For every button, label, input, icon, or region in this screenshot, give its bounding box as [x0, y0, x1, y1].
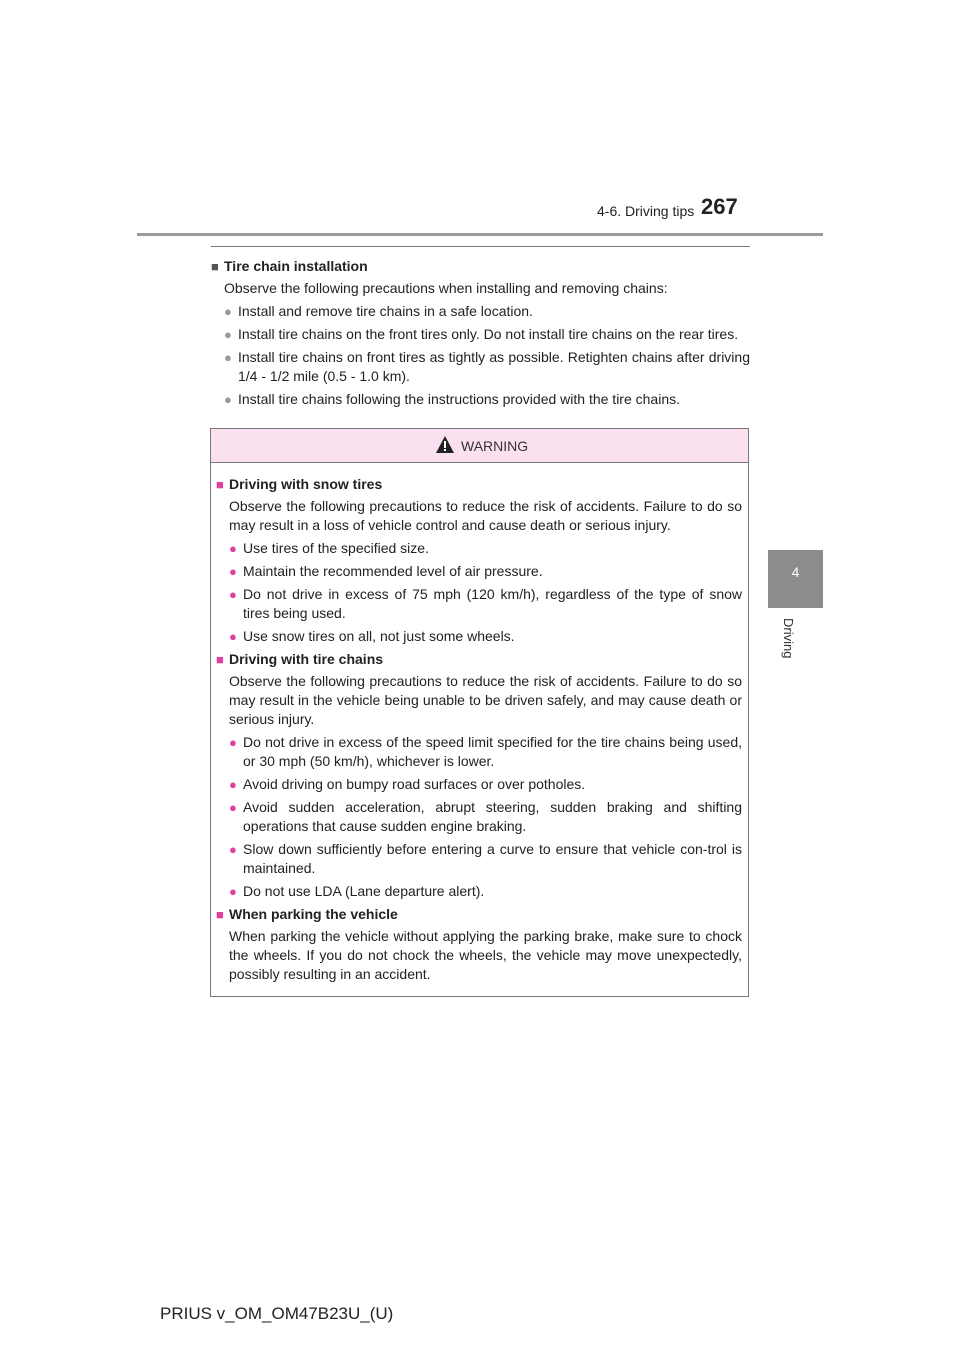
document-id: PRIUS v_OM_OM47B23U_(U) — [160, 1304, 394, 1323]
circle-bullet-icon: ● — [229, 800, 237, 815]
warning-section-heading — [216, 905, 742, 924]
chapter-label: Driving — [781, 618, 796, 659]
square-bullet-icon: ■ — [211, 259, 219, 274]
warning-section-text: When parking the vehicle without applying the parking brake, make sure to chock the wheels. If you do not chock the wheels, the vehicle may move unexpectedly, possibly resulting in an accident. — [229, 928, 742, 982]
circle-bullet-icon: ● — [229, 777, 237, 792]
list-item: ● Do not drive in excess of 75 mph (120 km/h), regardless of the type of snow tires being used. — [216, 585, 742, 623]
list-item: ● Avoid sudden acceleration, abrupt steering, sudden braking and shifting operations that cause sudden engine braking. — [216, 798, 742, 836]
chapter-number: 4 — [791, 564, 800, 580]
square-bullet-icon: ■ — [216, 477, 224, 492]
warning-header — [211, 429, 748, 463]
circle-bullet-icon: ● — [224, 304, 232, 319]
circle-bullet-icon: ● — [229, 541, 237, 556]
warning-section-title: Driving with tire chains — [229, 651, 384, 667]
circle-bullet-icon: ● — [229, 884, 237, 899]
list-item: ● Maintain the recommended level of air pressure. — [216, 562, 742, 581]
list-item: ● Use tires of the specified size. — [216, 539, 742, 558]
list-item: ● Use snow tires on all, not just some wheels. — [216, 627, 742, 646]
warning-section-heading — [216, 475, 742, 494]
page-number: 267 — [701, 194, 738, 219]
warning-bullet-list — [216, 733, 742, 901]
list-item: ● Do not use LDA (Lane departure alert). — [216, 882, 742, 901]
chapter-tab — [768, 550, 823, 608]
list-item: ● Slow down sufficiently before entering a curve to ensure that vehicle con-trol is maintained. — [216, 840, 742, 878]
warning-section — [216, 650, 742, 901]
warning-section-text: Observe the following precautions to reduce the risk of accidents. Failure to do so may result in the vehicle being unable to be driven safely, and may cause death or serious injury. — [229, 673, 742, 727]
intro-text: Observe the following precautions when installing and removing chains: — [224, 280, 668, 296]
section-title: 4-6. Driving tips — [597, 203, 695, 219]
list-item: ● Avoid driving on bumpy road surfaces or over potholes. — [216, 775, 742, 794]
warning-box — [210, 428, 749, 997]
warning-section-heading — [216, 650, 742, 669]
circle-bullet-icon: ● — [229, 735, 237, 750]
warning-label: WARNING — [461, 438, 529, 454]
warning-body — [211, 463, 748, 984]
circle-bullet-icon: ● — [229, 842, 237, 857]
square-bullet-icon: ■ — [216, 652, 224, 667]
list-item: ● Install tire chains following the instructions provided with the tire chains. — [211, 390, 750, 409]
circle-bullet-icon: ● — [229, 629, 237, 644]
warning-section-title: When parking the vehicle — [229, 906, 398, 922]
list-item: ● Install and remove tire chains in a safe location. — [211, 302, 750, 321]
warning-triangle-icon — [436, 436, 454, 453]
content-divider — [211, 246, 750, 247]
warning-section — [216, 905, 742, 984]
main-content — [211, 246, 750, 409]
warning-section-text: Observe the following precautions to reduce the risk of accidents. Failure to do so may result in a loss of vehicle control and cause death or serious injury. — [229, 498, 742, 533]
list-item: ● Do not drive in excess of the speed limit specified for the tire chains being used, or 30 mph (50 km/h), whichever is lower. — [216, 733, 742, 771]
list-item: ● Install tire chains on the front tires only. Do not install tire chains on the rear tires. — [211, 325, 750, 344]
circle-bullet-icon: ● — [224, 350, 232, 365]
intro-bullet-list — [211, 302, 750, 409]
warning-bullet-list — [216, 539, 742, 646]
intro-heading — [211, 257, 750, 276]
header-divider — [137, 233, 823, 236]
circle-bullet-icon: ● — [224, 392, 232, 407]
circle-bullet-icon: ● — [229, 564, 237, 579]
circle-bullet-icon: ● — [229, 587, 237, 602]
circle-bullet-icon: ● — [224, 327, 232, 342]
warning-section — [216, 475, 742, 646]
intro-title: Tire chain installation — [224, 258, 368, 274]
square-bullet-icon: ■ — [216, 907, 224, 922]
warning-section-title: Driving with snow tires — [229, 476, 383, 492]
list-item: ● Install tire chains on front tires as tightly as possible. Retighten chains after driving 1/4 - 1/2 mile (0.5 - 1.0 km). — [211, 348, 750, 386]
